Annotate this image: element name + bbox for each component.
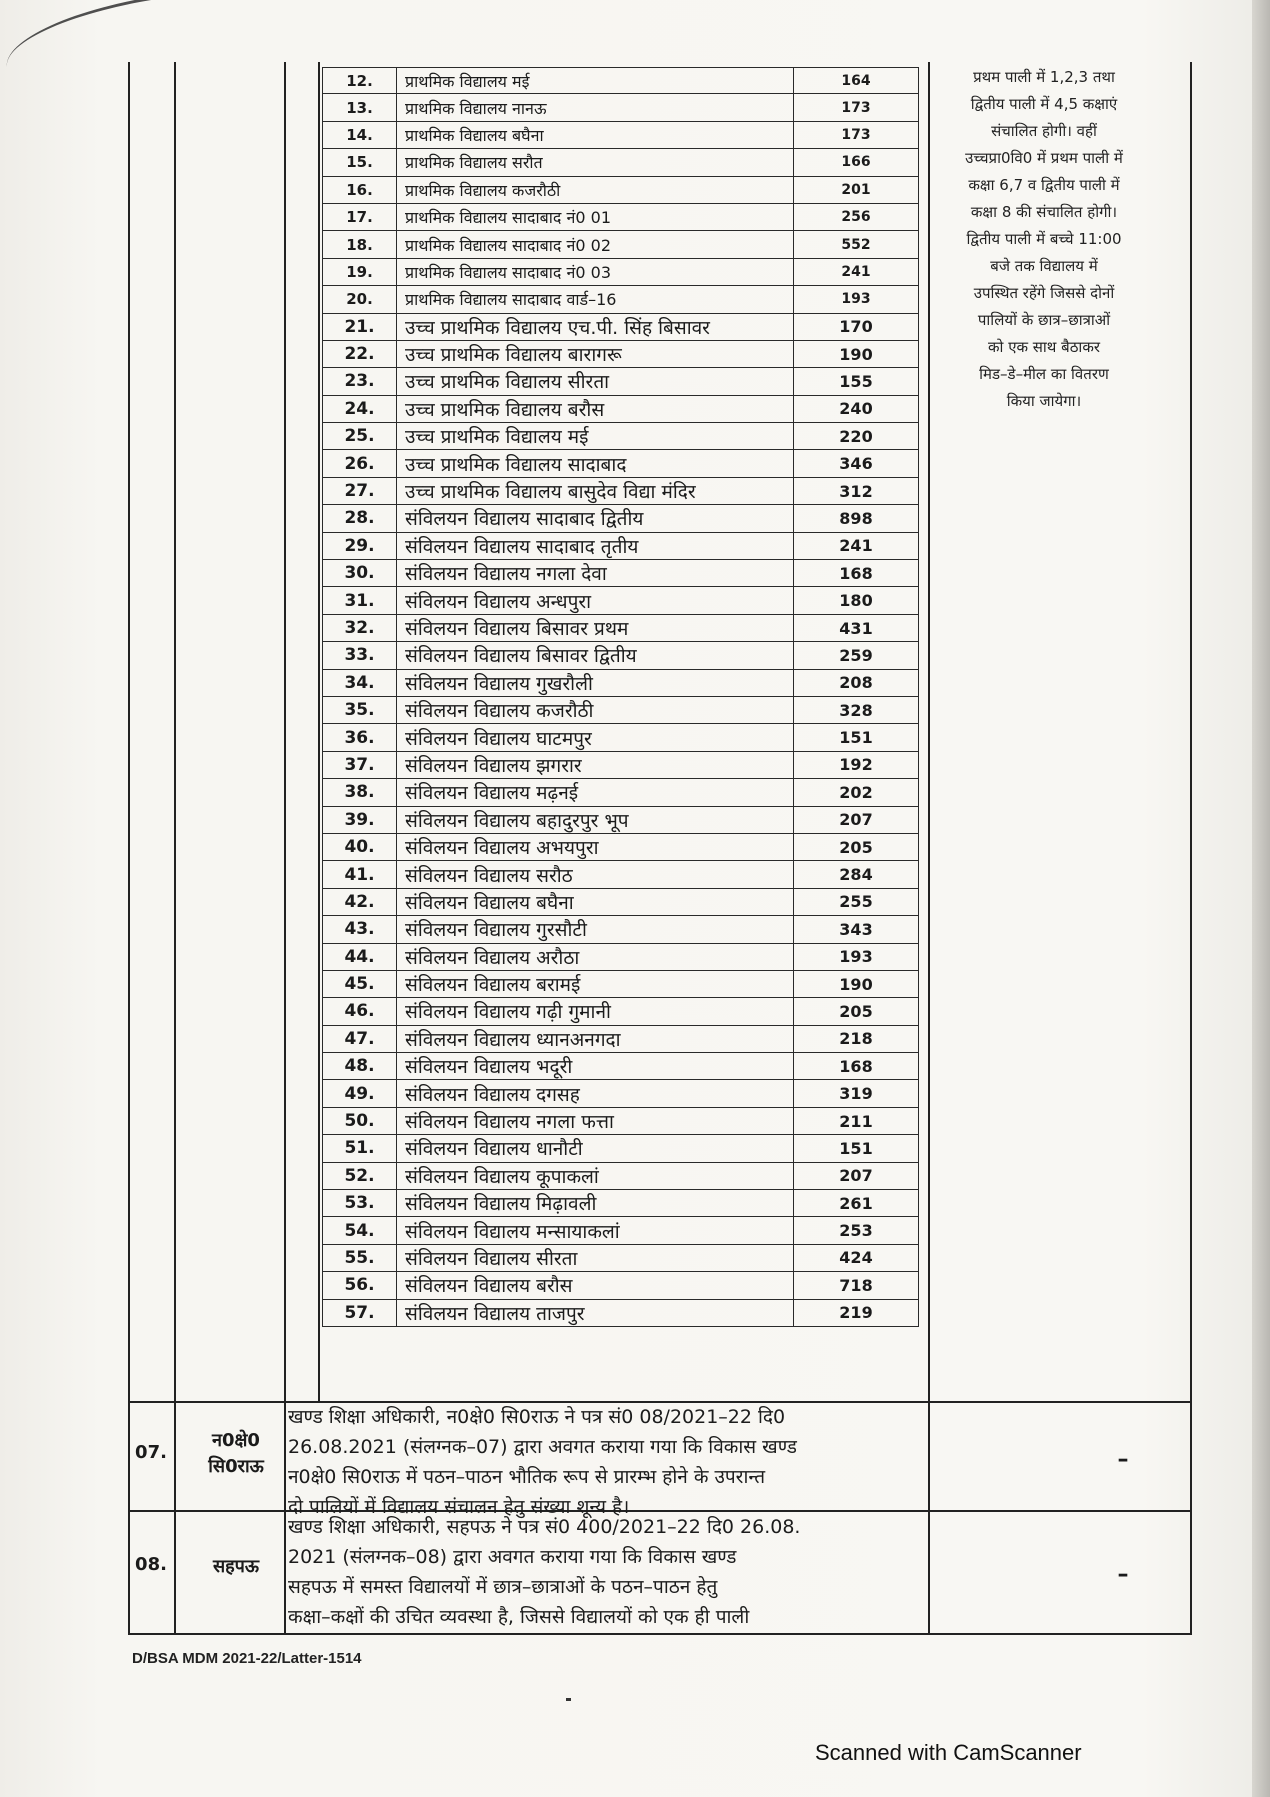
row-serial: 14. bbox=[322, 122, 397, 148]
table-row bbox=[322, 423, 919, 450]
table-row bbox=[322, 450, 919, 477]
school-name: संविलयन विद्यालय घाटमपुर bbox=[397, 724, 794, 750]
row-serial: 38. bbox=[322, 779, 397, 805]
row-serial: 37. bbox=[322, 752, 397, 778]
row-serial: 35. bbox=[322, 697, 397, 723]
student-count: 241 bbox=[794, 533, 919, 559]
row07-block-line1: न0क्षे0 bbox=[212, 1430, 260, 1451]
student-count: 240 bbox=[794, 396, 919, 422]
student-count: 312 bbox=[794, 478, 919, 504]
student-count: 205 bbox=[794, 998, 919, 1024]
table-row bbox=[322, 368, 919, 395]
row08-description bbox=[288, 1512, 1043, 1632]
school-name: संविलयन विद्यालय कजरौठी bbox=[397, 697, 794, 723]
school-name: उच्च प्राथमिक विद्यालय सीरता bbox=[397, 368, 794, 394]
student-count: 211 bbox=[794, 1108, 919, 1134]
student-count: 431 bbox=[794, 615, 919, 641]
remark-line: उपस्थित रहेंगे जिससे दोनों bbox=[973, 284, 1115, 302]
row-serial: 46. bbox=[322, 998, 397, 1024]
school-name: संविलयन विद्यालय ध्यानअनगदा bbox=[397, 1026, 794, 1052]
row-serial: 54. bbox=[322, 1217, 397, 1243]
school-name: संविलयन विद्यालय गुरसौटी bbox=[397, 916, 794, 942]
row-serial: 18. bbox=[322, 231, 397, 257]
row-serial: 17. bbox=[322, 204, 397, 230]
table-row bbox=[322, 122, 919, 149]
row08-desc-line: कक्षा–कक्षों की उचित व्यवस्था है, जिससे विद्यालयों को एक ही पाली bbox=[288, 1606, 750, 1628]
table-row bbox=[322, 861, 919, 888]
table-row bbox=[322, 231, 919, 258]
row-serial: 26. bbox=[322, 450, 397, 476]
row08-desc-line: सहपऊ में समस्त विद्यालयों में छात्र–छात्राओं के पठन–पाठन हेतु bbox=[288, 1576, 718, 1598]
school-name: उच्च प्राथमिक विद्यालय एच.पी. सिंह बिसावर bbox=[397, 314, 794, 340]
row-serial: 32. bbox=[322, 615, 397, 641]
row-08 bbox=[128, 1512, 1192, 1634]
school-name: प्राथमिक विद्यालय सादाबाद नं0 03 bbox=[397, 259, 794, 285]
school-name: प्राथमिक विद्यालय कजरौठी bbox=[397, 177, 794, 203]
table-row bbox=[322, 615, 919, 642]
table-row bbox=[322, 697, 919, 724]
student-count: 220 bbox=[794, 423, 919, 449]
document-reference: D/BSA MDM 2021-22/Latter-1514 bbox=[132, 1650, 362, 1667]
school-name: संविलयन विद्यालय ताजपुर bbox=[397, 1300, 794, 1326]
table-row bbox=[322, 478, 919, 505]
school-name: प्राथमिक विद्यालय बघैना bbox=[397, 122, 794, 148]
table-row bbox=[322, 998, 919, 1025]
row08-desc-line: खण्ड शिक्षा अधिकारी, सहपऊ ने पत्र सं0 400/2021–22 दि0 26.08. bbox=[288, 1516, 801, 1538]
table-row bbox=[322, 204, 919, 231]
scanner-watermark: Scanned with CamScanner bbox=[815, 1740, 1082, 1765]
inner-left-divider bbox=[318, 62, 320, 1402]
student-count: 173 bbox=[794, 122, 919, 148]
row-serial: 15. bbox=[322, 149, 397, 175]
row-serial: 57. bbox=[322, 1300, 397, 1326]
table-row bbox=[322, 1108, 919, 1135]
student-count: 151 bbox=[794, 1135, 919, 1161]
row-serial: 13. bbox=[322, 94, 397, 120]
remark-line: बजे तक विद्यालय में bbox=[990, 257, 1098, 275]
remark-line: उच्चप्रा0वि0 में प्रथम पाली में bbox=[965, 149, 1123, 167]
remark-line: किया जायेगा। bbox=[1006, 392, 1082, 410]
row-serial: 25. bbox=[322, 423, 397, 449]
remark-line: पालियों के छात्र–छात्राओं bbox=[977, 311, 1111, 329]
remark-line: द्वितीय पाली में 4,5 कक्षाएं bbox=[970, 95, 1118, 113]
table-row bbox=[322, 916, 919, 943]
school-name: उच्च प्राथमिक विद्यालय मई bbox=[397, 423, 794, 449]
table-row bbox=[322, 1272, 919, 1299]
student-count: 205 bbox=[794, 834, 919, 860]
row-serial: 33. bbox=[322, 642, 397, 668]
table-row bbox=[322, 807, 919, 834]
student-count: 718 bbox=[794, 1272, 919, 1298]
row-serial: 42. bbox=[322, 889, 397, 915]
student-count: 190 bbox=[794, 341, 919, 367]
student-count: 253 bbox=[794, 1217, 919, 1243]
school-name: संविलयन विद्यालय गढ़ी गुमानी bbox=[397, 998, 794, 1024]
school-name: उच्च प्राथमिक विद्यालय बासुदेव विद्या मंदिर bbox=[397, 478, 794, 504]
table-row bbox=[322, 752, 919, 779]
school-name: संविलयन विद्यालय धानौटी bbox=[397, 1135, 794, 1161]
school-name: संविलयन विद्यालय अन्धपुरा bbox=[397, 587, 794, 613]
school-name: संविलयन विद्यालय सादाबाद तृतीय bbox=[397, 533, 794, 559]
row-serial: 19. bbox=[322, 259, 397, 285]
student-count: 241 bbox=[794, 259, 919, 285]
student-count: 193 bbox=[794, 286, 919, 312]
school-name: संविलयन विद्यालय सरौठ bbox=[397, 861, 794, 887]
row-serial: 16. bbox=[322, 177, 397, 203]
school-name: संविलयन विद्यालय मढ़नई bbox=[397, 779, 794, 805]
table-row bbox=[322, 670, 919, 697]
row-serial: 27. bbox=[322, 478, 397, 504]
student-count: 552 bbox=[794, 231, 919, 257]
student-count: 155 bbox=[794, 368, 919, 394]
row-serial: 48. bbox=[322, 1053, 397, 1079]
student-count: 164 bbox=[794, 68, 919, 93]
school-name: संविलयन विद्यालय मिढ़ावली bbox=[397, 1190, 794, 1216]
school-name: संविलयन विद्यालय बघैना bbox=[397, 889, 794, 915]
table-row bbox=[322, 1190, 919, 1217]
row-serial: 51. bbox=[322, 1135, 397, 1161]
row-serial: 31. bbox=[322, 587, 397, 613]
row-serial: 52. bbox=[322, 1163, 397, 1189]
school-name: संविलयन विद्यालय गुखरौली bbox=[397, 670, 794, 696]
row-serial: 12. bbox=[322, 68, 397, 93]
school-name: उच्च प्राथमिक विद्यालय बरौस bbox=[397, 396, 794, 422]
school-name: उच्च प्राथमिक विद्यालय बारागरू bbox=[397, 341, 794, 367]
table-row bbox=[322, 1245, 919, 1272]
student-count: 201 bbox=[794, 177, 919, 203]
school-name: प्राथमिक विद्यालय सादाबाद नं0 01 bbox=[397, 204, 794, 230]
student-count: 284 bbox=[794, 861, 919, 887]
student-count: 168 bbox=[794, 560, 919, 586]
school-name: प्राथमिक विद्यालय मई bbox=[397, 68, 794, 93]
school-name: संविलयन विद्यालय कूपाकलां bbox=[397, 1163, 794, 1189]
table-row bbox=[322, 1026, 919, 1053]
row-serial: 20. bbox=[322, 286, 397, 312]
table-row bbox=[322, 1300, 919, 1327]
table-row bbox=[322, 505, 919, 532]
row-serial: 39. bbox=[322, 807, 397, 833]
student-count: 207 bbox=[794, 807, 919, 833]
student-count: 193 bbox=[794, 944, 919, 970]
table-row bbox=[322, 889, 919, 916]
table-row bbox=[322, 834, 919, 861]
table-row bbox=[322, 177, 919, 204]
row-serial: 53. bbox=[322, 1190, 397, 1216]
table-row bbox=[322, 560, 919, 587]
row07-desc-line: खण्ड शिक्षा अधिकारी, न0क्षे0 सि0राऊ ने पत्र सं0 08/2021–22 दि0 bbox=[288, 1406, 786, 1428]
student-count: 346 bbox=[794, 450, 919, 476]
student-count: 218 bbox=[794, 1026, 919, 1052]
school-name: संविलयन विद्यालय बरामई bbox=[397, 971, 794, 997]
remark-line: कक्षा 8 की संचालित होगी। bbox=[970, 203, 1118, 221]
row08-serial: 08. bbox=[135, 1554, 167, 1575]
table-row bbox=[322, 314, 919, 341]
row-07 bbox=[128, 1402, 1192, 1518]
table-row bbox=[322, 149, 919, 176]
school-student-table bbox=[322, 67, 919, 1327]
row07-block-line2: सि0राऊ bbox=[208, 1456, 264, 1477]
student-count: 170 bbox=[794, 314, 919, 340]
student-count: 190 bbox=[794, 971, 919, 997]
row08-desc-line: 2021 (संलग्नक–08) द्वारा अवगत कराया गया कि विकास खण्ड bbox=[288, 1546, 737, 1568]
shift-remark bbox=[928, 64, 1160, 415]
school-name: प्राथमिक विद्यालय सादाबाद नं0 02 bbox=[397, 231, 794, 257]
remark-line: द्वितीय पाली में बच्चे 11:00 bbox=[966, 230, 1122, 248]
table-row bbox=[322, 971, 919, 998]
table-row bbox=[322, 1053, 919, 1080]
student-count: 166 bbox=[794, 149, 919, 175]
school-name: संविलयन विद्यालय बरौस bbox=[397, 1272, 794, 1298]
school-name: संविलयन विद्यालय बिसावर प्रथम bbox=[397, 615, 794, 641]
row-serial: 28. bbox=[322, 505, 397, 531]
school-name: उच्च प्राथमिक विद्यालय सादाबाद bbox=[397, 450, 794, 476]
school-name: प्राथमिक विद्यालय सरौत bbox=[397, 149, 794, 175]
school-name: संविलयन विद्यालय बिसावर द्वितीय bbox=[397, 642, 794, 668]
student-count: 319 bbox=[794, 1080, 919, 1106]
row07-desc-line: दो पालियों में विद्यालय संचालन हेतु संख्या शून्य है। bbox=[288, 1496, 630, 1518]
row08-block: सहपऊ bbox=[212, 1556, 260, 1577]
table-row bbox=[322, 396, 919, 423]
row-serial: 21. bbox=[322, 314, 397, 340]
row-serial: 50. bbox=[322, 1108, 397, 1134]
page-mark bbox=[566, 1698, 571, 1701]
school-name: संविलयन विद्यालय नगला देवा bbox=[397, 560, 794, 586]
student-count: 207 bbox=[794, 1163, 919, 1189]
table-row bbox=[322, 94, 919, 121]
table-row bbox=[322, 286, 919, 313]
school-name: संविलयन विद्यालय झगरार bbox=[397, 752, 794, 778]
school-name: संविलयन विद्यालय सीरता bbox=[397, 1245, 794, 1271]
school-name: प्राथमिक विद्यालय सादाबाद वार्ड–16 bbox=[397, 286, 794, 312]
table-row bbox=[322, 1135, 919, 1162]
row07-description bbox=[288, 1402, 1043, 1522]
student-count: 343 bbox=[794, 916, 919, 942]
school-name: संविलयन विद्यालय मन्सायाकलां bbox=[397, 1217, 794, 1243]
block-column-divider bbox=[284, 62, 286, 1635]
school-name: संविलयन विद्यालय नगला फत्ता bbox=[397, 1108, 794, 1134]
row-serial: 40. bbox=[322, 834, 397, 860]
table-row bbox=[322, 724, 919, 751]
remark-line: कक्षा 6,7 व द्वितीय पाली में bbox=[968, 176, 1120, 194]
student-count: 180 bbox=[794, 587, 919, 613]
school-name: संविलयन विद्यालय अरौठा bbox=[397, 944, 794, 970]
table-row bbox=[322, 944, 919, 971]
row07-serial: 07. bbox=[135, 1442, 167, 1463]
school-name: संविलयन विद्यालय दगसह bbox=[397, 1080, 794, 1106]
table-row bbox=[322, 642, 919, 669]
table-row bbox=[322, 341, 919, 368]
student-count: 168 bbox=[794, 1053, 919, 1079]
row07-remark: – bbox=[1117, 1447, 1129, 1472]
row-serial: 29. bbox=[322, 533, 397, 559]
row-serial: 47. bbox=[322, 1026, 397, 1052]
student-count: 192 bbox=[794, 752, 919, 778]
row-serial: 49. bbox=[322, 1080, 397, 1106]
school-name: प्राथमिक विद्यालय नानऊ bbox=[397, 94, 794, 120]
table-row bbox=[322, 1080, 919, 1107]
row-serial: 24. bbox=[322, 396, 397, 422]
student-count: 219 bbox=[794, 1300, 919, 1326]
row-serial: 43. bbox=[322, 916, 397, 942]
student-count: 424 bbox=[794, 1245, 919, 1271]
remark-line: को एक साथ बैठाकर bbox=[988, 338, 1100, 356]
remark-line: मिड–डे–मील का वितरण bbox=[979, 365, 1109, 383]
table-row bbox=[322, 533, 919, 560]
school-name: संविलयन विद्यालय सादाबाद द्वितीय bbox=[397, 505, 794, 531]
student-count: 151 bbox=[794, 724, 919, 750]
school-name: संविलयन विद्यालय अभयपुरा bbox=[397, 834, 794, 860]
row-serial: 36. bbox=[322, 724, 397, 750]
page-edge bbox=[1252, 0, 1270, 1797]
table-row bbox=[322, 1217, 919, 1244]
remark-line: प्रथम पाली में 1,2,3 तथा bbox=[973, 68, 1115, 86]
table-row bbox=[322, 67, 919, 94]
remark-line: संचालित होगी। वहीं bbox=[991, 122, 1097, 140]
school-name: संविलयन विद्यालय बहादुरपुर भूप bbox=[397, 807, 794, 833]
student-count: 255 bbox=[794, 889, 919, 915]
student-count: 898 bbox=[794, 505, 919, 531]
table-row bbox=[322, 587, 919, 614]
row-serial: 41. bbox=[322, 861, 397, 887]
row-serial: 34. bbox=[322, 670, 397, 696]
student-count: 259 bbox=[794, 642, 919, 668]
student-count: 202 bbox=[794, 779, 919, 805]
school-name: संविलयन विद्यालय भदूरी bbox=[397, 1053, 794, 1079]
student-count: 256 bbox=[794, 204, 919, 230]
serial-column-divider bbox=[174, 62, 176, 1635]
student-count: 328 bbox=[794, 697, 919, 723]
table-row bbox=[322, 259, 919, 286]
row07-desc-line: न0क्षे0 सि0राऊ में पठन–पाठन भौतिक रूप से प्रारम्भ होने के उपरान्त bbox=[288, 1466, 766, 1488]
row07-desc-line: 26.08.2021 (संलग्नक–07) द्वारा अवगत कराया गया कि विकास खण्ड bbox=[288, 1436, 797, 1458]
student-count: 173 bbox=[794, 94, 919, 120]
row-serial: 55. bbox=[322, 1245, 397, 1271]
row07-block bbox=[176, 1428, 296, 1480]
row-serial: 30. bbox=[322, 560, 397, 586]
row08-remark: – bbox=[1117, 1562, 1129, 1587]
row-serial: 22. bbox=[322, 341, 397, 367]
row-serial: 45. bbox=[322, 971, 397, 997]
student-count: 208 bbox=[794, 670, 919, 696]
student-count: 261 bbox=[794, 1190, 919, 1216]
row-serial: 44. bbox=[322, 944, 397, 970]
table-row bbox=[322, 1163, 919, 1190]
row-serial: 56. bbox=[322, 1272, 397, 1298]
table-row bbox=[322, 779, 919, 806]
row-serial: 23. bbox=[322, 368, 397, 394]
